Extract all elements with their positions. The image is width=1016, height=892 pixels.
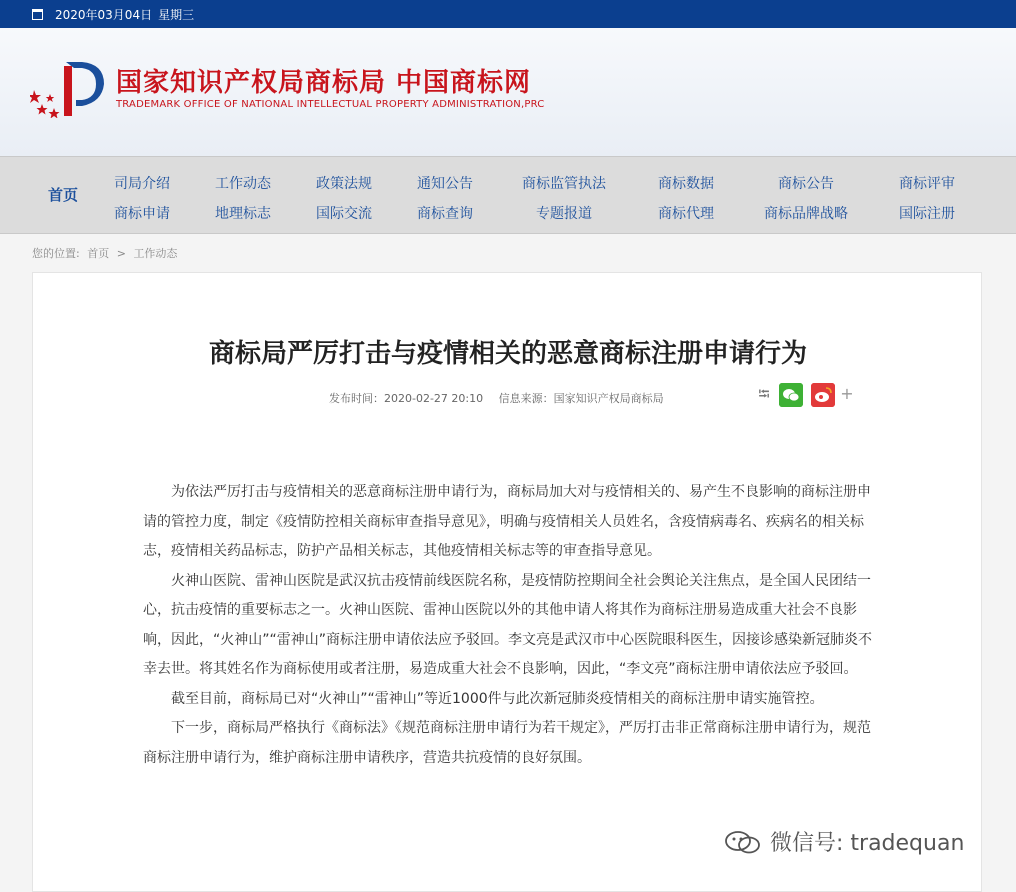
nav-item-geographical-indication[interactable]: 地理标志 bbox=[215, 206, 271, 222]
nav-column-4 bbox=[417, 169, 473, 229]
nav-item-policies[interactable]: 政策法规 bbox=[316, 176, 372, 192]
current-weekday: 星期三 bbox=[158, 7, 195, 22]
article-body bbox=[143, 478, 873, 773]
article-paragraph: 截至目前，商标局已对“火神山”“雷神山”等近1000件与此次新冠肺炎疫情相关的商标注册申请实施管控。 bbox=[171, 690, 824, 707]
nav-item-trademark-data[interactable]: 商标数据 bbox=[658, 176, 714, 192]
info-source: 信息来源：国家知识产权局商标局 bbox=[498, 392, 664, 405]
nav-item-trademark-gazette[interactable]: 商标公告 bbox=[778, 176, 834, 192]
nav-item-special-reports[interactable]: 专题报道 bbox=[536, 206, 592, 222]
nav-item-trademark-agency[interactable]: 商标代理 bbox=[658, 206, 714, 222]
nav-item-international-registration[interactable]: 国际注册 bbox=[899, 206, 955, 222]
nav-item-notices[interactable]: 通知公告 bbox=[417, 176, 473, 192]
publish-time: 发布时间：2020-02-27 20:10 bbox=[329, 392, 484, 405]
site-title: 国家知识产权局商标局 中国商标网 bbox=[116, 68, 532, 98]
calendar-icon bbox=[32, 9, 43, 20]
nav-item-trademark-search[interactable]: 商标查询 bbox=[417, 206, 473, 222]
nav-item-work-news[interactable]: 工作动态 bbox=[215, 176, 271, 192]
breadcrumb-prefix: 您的位置: bbox=[32, 247, 80, 260]
weibo-share-icon[interactable] bbox=[811, 383, 835, 407]
nav-item-brand-strategy[interactable]: 商标品牌战略 bbox=[764, 206, 848, 222]
nav-column-6 bbox=[658, 169, 714, 229]
share-icon[interactable]: ⭾ bbox=[758, 385, 770, 403]
article-meta bbox=[329, 390, 664, 406]
article-paragraph: 火神山医院、雷神山医院是武汉抗击疫情前线医院名称，是疫情防控期间全社会舆论关注焦点，是全国人民团结一心，抗击疫情的重要标志之一。火神山医院、雷神山医院以外的其他申请人将其作为商标注册易造成重大社会不良影响，因此，“火神山”“雷神山”商标注册申请依法应予驳回。李文亮是武汉市中心医院眼科医生，因接诊感染新冠肺炎不幸去世。将其姓名作为商标使用或者注册，易造成重大社会不良影响，因此，“李文亮”商标注册申请依法应予驳回。 bbox=[143, 572, 873, 677]
breadcrumb-home[interactable]: 首页 bbox=[87, 247, 110, 260]
article-paragraph: 为依法严厉打击与疫情相关的恶意商标注册申请行为，商标局加大对与疫情相关的、易产生不良影响的商标注册申请的管控力度，制定《疫情防控相关商标审查指导意见》，明确与疫情相关人员姓名，含疫情病毒名、疾病名的相关标志，疫情相关药品标志，防护产品相关标志，其他疫情相关标志等的审查指导意见。 bbox=[143, 484, 871, 559]
wechat-share-icon[interactable] bbox=[779, 383, 803, 407]
article-title: 商标局严厉打击与疫情相关的恶意商标注册申请行为 bbox=[208, 339, 807, 369]
article-paragraph: 下一步，商标局严格执行《商标法》《规范商标注册申请行为若干规定》，严厉打击非正常商标注册申请行为，规范商标注册申请行为，维护商标注册申请秩序，营造共抗疫情的良好氛围。 bbox=[143, 720, 871, 766]
nav-column-3 bbox=[316, 169, 372, 229]
top-date-bar bbox=[0, 0, 1016, 28]
watermark-text: 微信号: tradequan bbox=[770, 831, 965, 856]
nav-item-trademark-application[interactable]: 商标申请 bbox=[114, 206, 170, 222]
wechat-watermark bbox=[724, 826, 964, 857]
site-subtitle: TRADEMARK OFFICE OF NATIONAL INTELLECTUAL PROPERTY ADMINISTRATION,PRC bbox=[116, 99, 545, 110]
site-logo[interactable] bbox=[30, 56, 110, 118]
nav-item-bureau-intro[interactable]: 司局介绍 bbox=[114, 176, 170, 192]
nav-item-enforcement[interactable]: 商标监管执法 bbox=[522, 176, 606, 192]
nav-column-1 bbox=[114, 169, 170, 229]
breadcrumb-current[interactable]: 工作动态 bbox=[133, 247, 178, 260]
main-nav bbox=[0, 156, 1016, 234]
nav-home[interactable]: 首页 bbox=[48, 186, 79, 204]
breadcrumb bbox=[32, 245, 181, 261]
nav-item-international-exchange[interactable]: 国际交流 bbox=[316, 206, 372, 222]
more-share-icon[interactable]: + bbox=[840, 384, 854, 403]
current-date: 2020年03月04日 bbox=[55, 7, 153, 22]
site-header bbox=[0, 28, 1016, 156]
nav-column-7 bbox=[764, 169, 848, 229]
nav-column-8 bbox=[899, 169, 955, 229]
nav-item-trademark-review[interactable]: 商标评审 bbox=[899, 176, 955, 192]
breadcrumb-separator: > bbox=[116, 247, 126, 260]
article-panel bbox=[32, 272, 982, 892]
nav-column-5 bbox=[522, 169, 606, 229]
nav-column-2 bbox=[215, 169, 271, 229]
wechat-watermark-icon bbox=[724, 830, 762, 854]
